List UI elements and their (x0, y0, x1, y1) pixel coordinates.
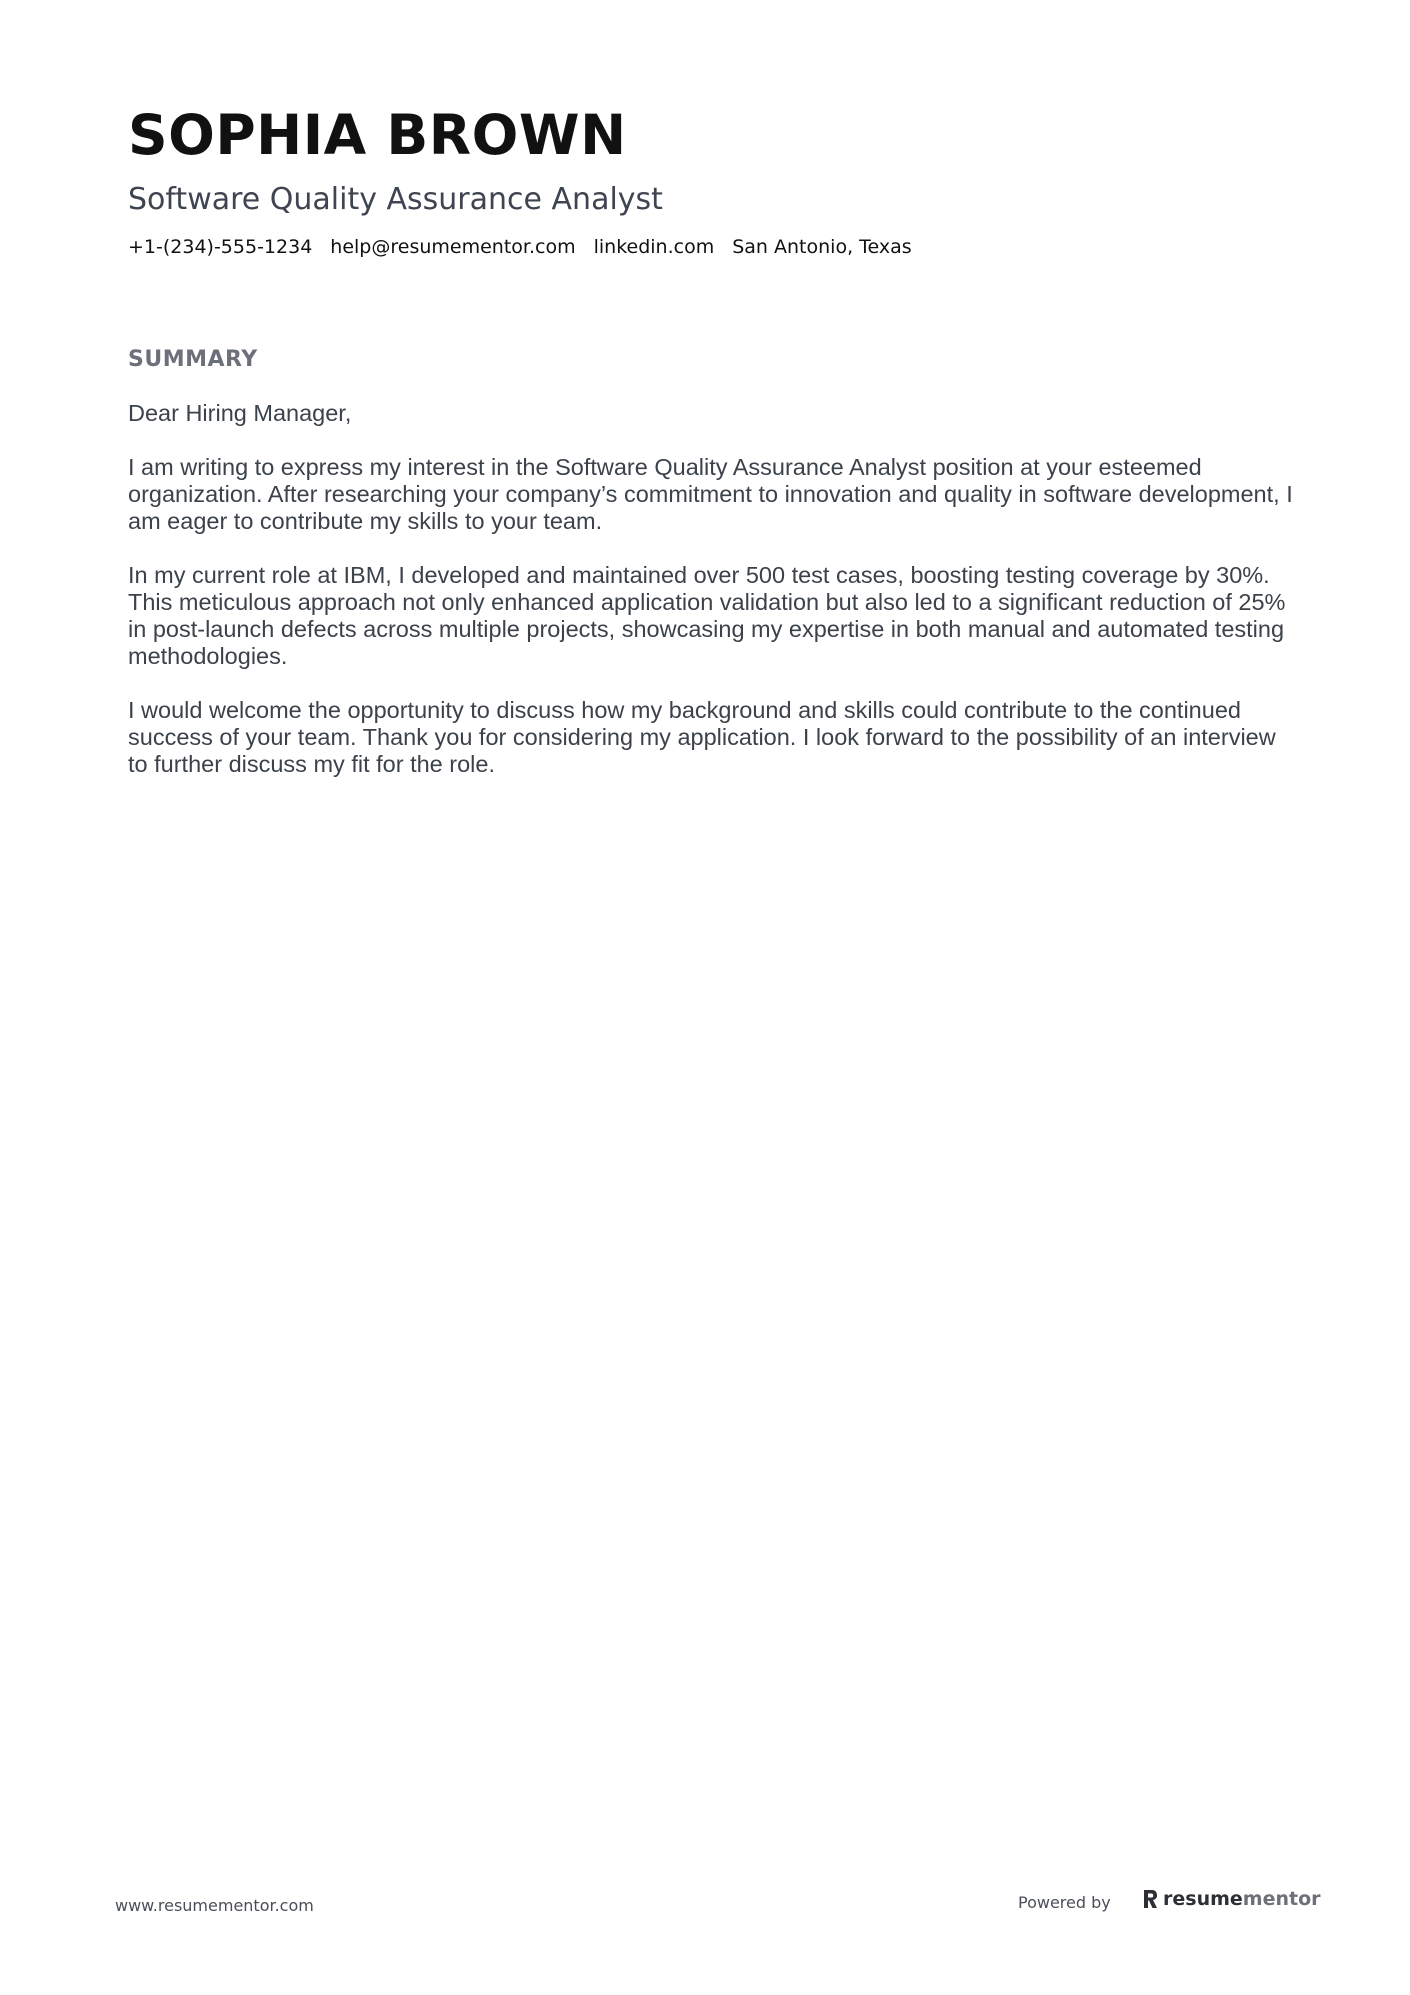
section-title-summary: SUMMARY (128, 347, 258, 372)
powered-by-label: Powered by (1018, 1893, 1111, 1912)
brand-name-mentor: mentor (1242, 1888, 1321, 1910)
letter-body (128, 400, 1298, 805)
candidate-name: SOPHIA BROWN (128, 103, 627, 167)
brand-name-resume: resume (1163, 1888, 1243, 1910)
letter-paragraph: I would welcome the opportunity to discuss how my background and skills could contribute to the continued success of your team. Thank you for considering my application. I look forward to the possibility of an interview to further discuss my fit for the role. (128, 697, 1276, 777)
contact-line (128, 236, 912, 258)
resumementor-logo-icon (1142, 1889, 1158, 1909)
letter-paragraph: In my current role at IBM, I developed and maintained over 500 test cases, boosting testing coverage by 30%. This meticulous approach not only enhanced application validation but also led to a significant reduction of 25% in post-launch defects across multiple projects, showcasing my expertise in both manual and automated testing methodologies. (128, 562, 1286, 669)
contact-phone: +1-(234)-555-1234 (128, 236, 313, 258)
contact-linkedin: linkedin.com (593, 236, 715, 258)
letter-paragraph: I am writing to express my interest in the Software Quality Assurance Analyst position at your esteemed organization. After researching your company’s commitment to innovation and quality in software development, I am eager to contribute my skills to your team. (128, 454, 1293, 534)
contact-email: help@resumementor.com (330, 236, 576, 258)
footer-website-link[interactable]: www.resumementor.com (115, 1896, 314, 1915)
candidate-role: Software Quality Assurance Analyst (128, 182, 663, 217)
letter-salutation: Dear Hiring Manager, (128, 400, 352, 426)
contact-location: San Antonio, Texas (732, 236, 912, 258)
resumementor-logo[interactable] (1142, 1888, 1321, 1910)
